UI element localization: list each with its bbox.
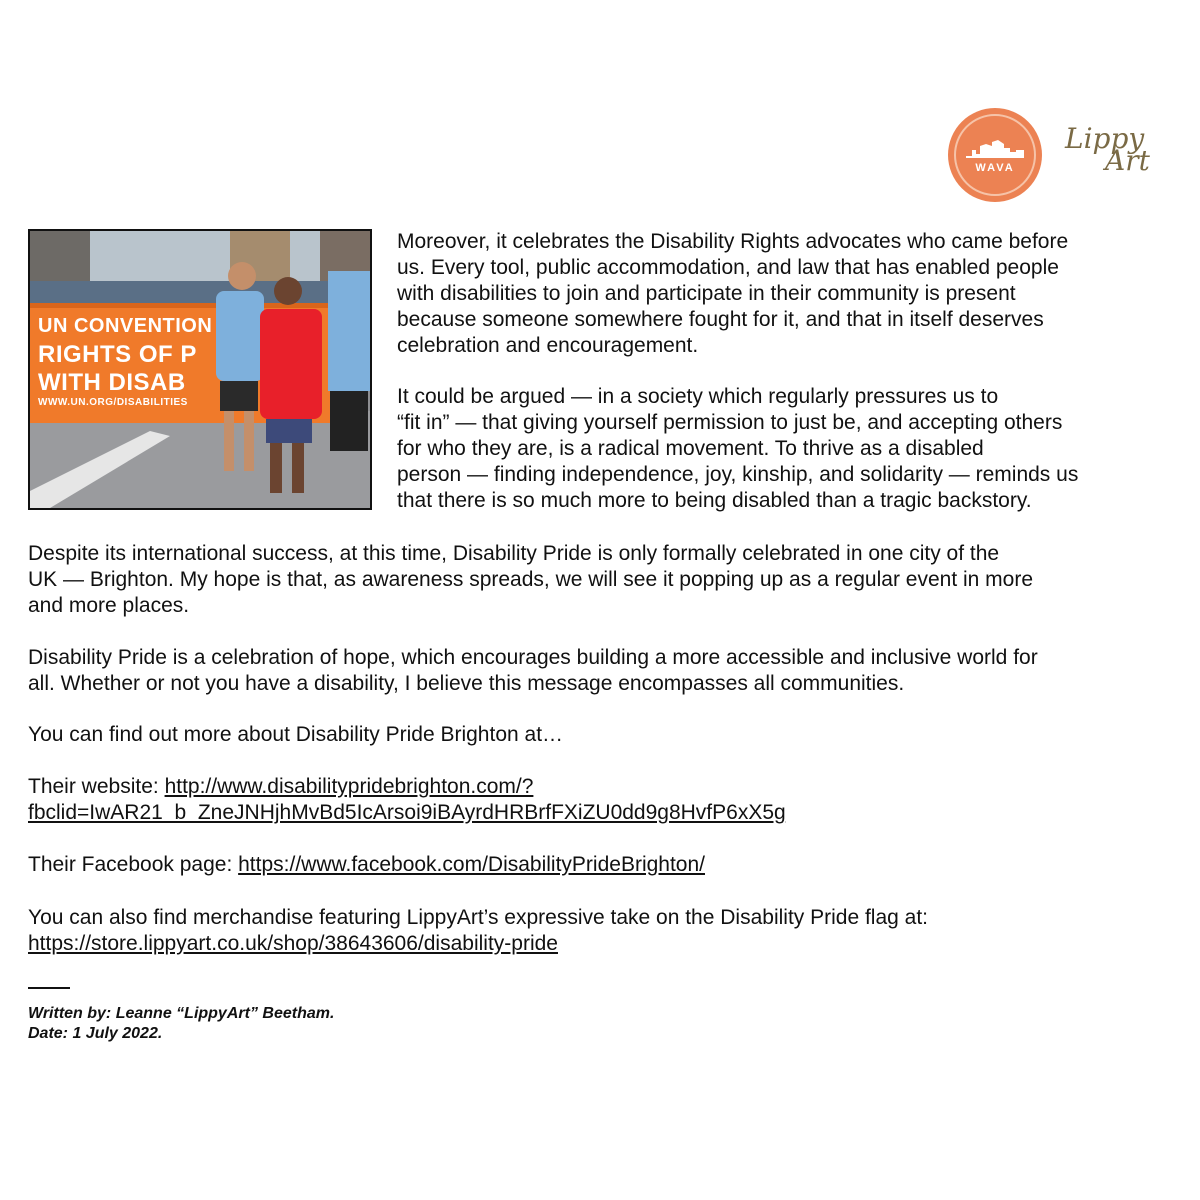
text-line: with disabilities to join and participate in their community is present — [397, 282, 1016, 305]
website-line — [28, 774, 786, 800]
byline-author: Written by: Leanne “LippyArt” Beetham. — [28, 1005, 335, 1022]
wava-skyline-icon — [966, 136, 1024, 158]
facebook-block — [28, 852, 705, 878]
text-line: “fit in” — that giving yourself permission to just be, and accepting others — [397, 411, 1063, 434]
banner-line-1: UN CONVENTION — [38, 315, 213, 337]
website-link[interactable]: http://www.disabilitypridebrighton.com/? — [164, 775, 534, 798]
paragraph-radical-movement — [397, 384, 1078, 514]
website-label: Their website: — [28, 775, 165, 798]
lippyart-logo-line1: Lippy — [1065, 122, 1145, 155]
text-line: It could be argued — in a society which regularly pressures us to — [397, 385, 999, 408]
text-line: and more places. — [28, 594, 190, 617]
banner-url: WWW.UN.ORG/DISABILITIES — [38, 397, 188, 408]
text-line: Disability Pride is a celebration of hope, which encourages building a more accessible and inclusive world for — [28, 646, 1038, 669]
text-line: celebration and encouragement. — [397, 334, 699, 357]
lippyart-logo-line2: Art — [1105, 144, 1150, 177]
byline-date: Date: 1 July 2022. — [28, 1025, 163, 1042]
paragraph-hope — [28, 645, 1038, 697]
paragraph-advocates — [397, 229, 1068, 359]
text-line: us. Every tool, public accommodation, and law that has enabled people — [397, 256, 1059, 279]
text-line: all. Whether or not you have a disability, I believe this message encompasses all communities. — [28, 672, 905, 695]
parade-photo — [28, 229, 372, 510]
wava-logo — [948, 108, 1042, 202]
facebook-link[interactable]: https://www.facebook.com/DisabilityPrideBrighton/ — [238, 853, 705, 876]
signature-divider — [28, 987, 70, 989]
banner-line-2: RIGHTS OF P — [38, 341, 197, 368]
byline — [28, 1004, 334, 1044]
merch-link[interactable]: https://store.lippyart.co.uk/shop/38643606/disability-pride — [28, 932, 558, 955]
banner-line-3: WITH DISAB — [38, 369, 186, 396]
header-logos — [940, 108, 1180, 198]
text-line: Moreover, it celebrates the Disability Rights advocates who came before — [397, 230, 1069, 253]
merch-block — [28, 905, 928, 957]
text-line: Despite its international success, at this time, Disability Pride is only formally celebrated in one city of the — [28, 542, 1000, 565]
text-line: because someone somewhere fought for it, and that in itself deserves — [397, 308, 1044, 331]
paragraph-find-out-more — [28, 722, 563, 748]
wava-logo-text: WAVA — [975, 162, 1015, 174]
website-link-continuation[interactable]: fbclid=IwAR21_b_ZneJNHjhMvBd5IcArsoi9iBAyrdHRBrfFXiZU0dd9g8HvfP6xX5g — [28, 801, 786, 824]
facebook-label: Their Facebook page: — [28, 853, 239, 876]
text-line: UK — Brighton. My hope is that, as awareness spreads, we will see it popping up as a regular event in more — [28, 568, 1034, 591]
text-line: that there is so much more to being disabled than a tragic backstory. — [397, 489, 1032, 512]
merch-text: You can also find merchandise featuring LippyArt’s expressive take on the Disability Pride flag at: — [28, 906, 929, 929]
text-line: person — finding independence, joy, kinship, and solidarity — reminds us — [397, 463, 1079, 486]
text-line: You can find out more about Disability Pride Brighton at… — [28, 723, 564, 746]
paragraph-brighton — [28, 541, 1033, 619]
website-block — [28, 774, 786, 826]
facebook-line — [28, 852, 705, 878]
lippyart-logo — [1065, 122, 1165, 182]
text-line: for who they are, is a radical movement. To thrive as a disabled — [397, 437, 984, 460]
